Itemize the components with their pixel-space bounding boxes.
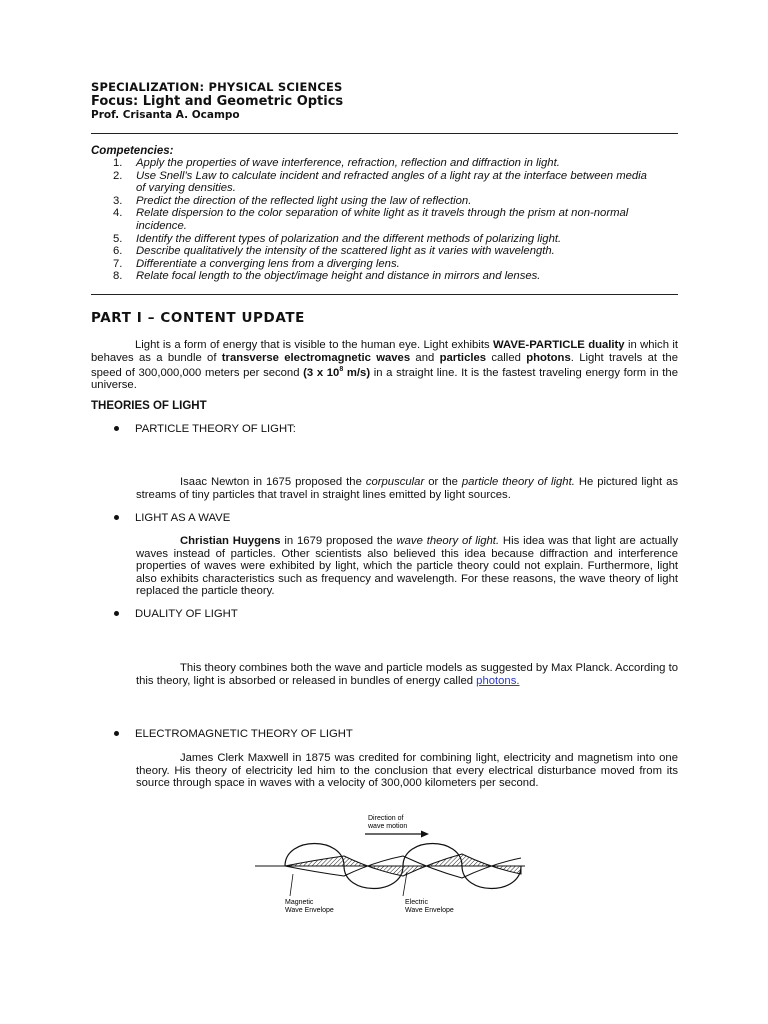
competency-item: 6. Describe qualitatively the intensity of the scattered light as it varies with wavelength.: [113, 245, 555, 258]
focus-title: Focus: Light and Geometric Optics: [91, 94, 344, 109]
bullet-dot-icon: [114, 515, 119, 520]
competencies-list: [91, 157, 651, 283]
competency-item: 4. Relate dispersion to the color separation of white light as it travels through the prism at non-normal incidence.: [113, 207, 629, 232]
bullet-light-as-wave: LIGHT AS A WAVE: [114, 512, 230, 524]
electromagnetic-wave-diagram: [255, 808, 525, 918]
competency-item: 2. Use Snell’s Law to calculate incident and refracted angles of a light ray at the interface between media of varying densities.: [113, 169, 647, 195]
competency-item: 3. Predict the direction of the reflected light using the law of reflection.: [113, 194, 472, 207]
divider-top: [91, 133, 678, 134]
magnetic-label: [285, 899, 334, 914]
svg-text:Magnetic: Magnetic: [285, 899, 314, 906]
competency-item: 5. Identify the different types of polarization and the different methods of polarizing light.: [113, 232, 562, 245]
electromagnetic-paragraph: James Clerk Maxwell in 1875 was credited for combining light, electricity and magnetism into one theory. His theory of electricity led him to the conclusion that every electrical disturbance moved from its source through space in waves with a velocity of 300,000 kilometers per second.: [136, 752, 678, 789]
particle-paragraph: Isaac Newton in 1675 proposed the corpuscular or the particle theory of light. He pictured light as streams of tiny particles that travel in straight lines emitted by light sources.: [136, 476, 679, 501]
intro-paragraph: Light is a form of energy that is visible to the human eye. Light exhibits WAVE-PARTICLE duality in which it behaves as a bundle of transverse electromagnetic waves and particles called photons. Light travels at the speed of 300,000,000 meters per second (3 x $10^8$ m/s) in a straight line. It is the fastest traveling energy form in the universe.: [91, 339, 678, 392]
photons-link[interactable]: photons.: [476, 674, 520, 687]
direction-label: [367, 815, 407, 830]
professor-name: Prof. Crisanta A. Ocampo: [91, 109, 240, 121]
bullet-dot-icon: [114, 426, 119, 431]
svg-text:Electric: Electric: [405, 899, 428, 906]
part-title: PART I – CONTENT UPDATE: [91, 310, 305, 326]
bullet-electromagnetic: ELECTROMAGNETIC THEORY OF LIGHT: [114, 728, 353, 740]
bullet-duality: DUALITY OF LIGHT: [114, 608, 238, 620]
competency-item: 7. Differentiate a converging lens from a diverging lens.: [113, 257, 400, 270]
bullet-dot-icon: [114, 731, 119, 736]
competency-item: 8. Relate focal length to the object/image height and distance in mirrors and lenses.: [113, 270, 541, 283]
svg-text:wave motion: wave motion: [368, 823, 408, 830]
theories-heading: THEORIES OF LIGHT: [91, 400, 207, 412]
arrow-right-icon: [365, 831, 429, 838]
svg-text:Direction of: Direction of: [368, 815, 404, 822]
magnetic-pointer: [290, 874, 293, 896]
specialization-heading: SPECIALIZATION: PHYSICAL SCIENCES: [91, 80, 343, 94]
competencies-title: Competencies:: [91, 145, 174, 157]
svg-text:Wave Envelope: Wave Envelope: [405, 907, 454, 914]
divider-middle: [91, 294, 678, 295]
competency-item: 1. Apply the properties of wave interference, refraction, reflection and diffraction in light.: [113, 157, 560, 169]
wave-paragraph: Christian Huygens in 1679 proposed the wave theory of light. His idea was that light are actually waves instead of particles. Other scientists also believed this idea because diffraction and interference properties of waves were exhibited by light, which the particle theory could not explain. Furthermore, light also exhibits characteristics such as frequency and wavelength. For these reasons, the wave theory of light replaced the particle theory.: [136, 535, 678, 597]
svg-text:Wave Envelope: Wave Envelope: [285, 907, 334, 914]
bullet-dot-icon: [114, 611, 119, 616]
electric-label: [405, 899, 454, 914]
bullet-particle-theory: PARTICLE THEORY OF LIGHT:: [114, 423, 296, 435]
duality-paragraph: This theory combines both the wave and particle models as suggested by Max Planck. According to this theory, light is absorbed or released in bundles of energy called photons.: [136, 662, 678, 687]
